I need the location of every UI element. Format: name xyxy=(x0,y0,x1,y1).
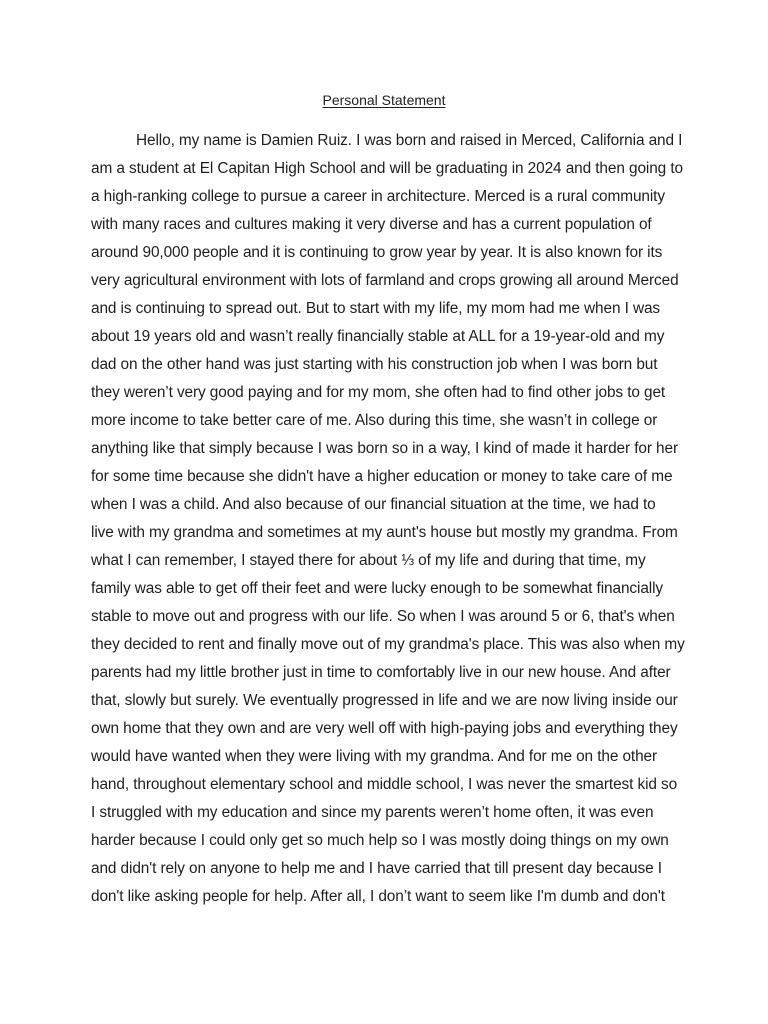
document-title: Personal Statement xyxy=(322,92,446,108)
body-line: very agricultural environment with lots of farmland and crops growing all around Merced xyxy=(91,272,679,289)
body-line: hand, throughout elementary school and middle school, I was never the smartest kid so xyxy=(91,776,678,793)
body-line: for some time because she didn't have a higher education or money to take care of me xyxy=(91,468,673,485)
body-line: a high-ranking college to pursue a career in architecture. Merced is a rural community xyxy=(91,188,665,205)
body-line: when I was a child. And also because of our financial situation at the time, we had to xyxy=(91,496,656,513)
body-line: that, slowly but surely. We eventually progressed in life and we are now living inside our xyxy=(91,692,678,709)
body-line: around 90,000 people and it is continuing to grow year by year. It is also known for its xyxy=(91,244,663,261)
body-line: family was able to get off their feet and were lucky enough to be somewhat financially xyxy=(91,580,664,597)
body-line: more income to take better care of me. Also during this time, she wasn’t in college or xyxy=(91,412,658,429)
body-line: don't like asking people for help. After all, I don’t want to seem like I'm dumb and don't xyxy=(91,888,665,905)
body-line: parents had my little brother just in time to comfortably live in our new house. And after xyxy=(91,664,671,681)
body-line: own home that they own and are very well off with high-paying jobs and everything they xyxy=(91,720,678,737)
body-line: and is continuing to spread out. But to start with my life, my mom had me when I was xyxy=(91,300,661,317)
body-line: dad on the other hand was just starting with his construction job when I was born but xyxy=(91,356,658,373)
body-line: they weren’t very good paying and for my mom, she often had to find other jobs to get xyxy=(91,384,666,401)
body-line: with many races and cultures making it very diverse and has a current population of xyxy=(91,216,652,233)
body-line: live with my grandma and sometimes at my aunt's house but mostly my grandma. From xyxy=(91,524,678,541)
body-line: about 19 years old and wasn’t really financially stable at ALL for a 19-year-old and my xyxy=(91,328,665,345)
body-line: and didn't rely on anyone to help me and I have carried that till present day because I xyxy=(91,860,662,877)
body-line: what I can remember, I stayed there for about ⅓ of my life and during that time, my xyxy=(91,552,646,569)
body-line: stable to move out and progress with our life. So when I was around 5 or 6, that's when xyxy=(91,608,675,625)
body-line: Hello, my name is Damien Ruiz. I was born and raised in Merced, California and I xyxy=(136,132,683,149)
document-body xyxy=(91,127,691,911)
body-line: harder because I could only get so much help so I was mostly doing things on my own xyxy=(91,832,669,849)
body-line: anything like that simply because I was born so in a way, I kind of made it harder for her xyxy=(91,440,678,457)
body-line: they decided to rent and finally move out of my grandma's place. This was also when my xyxy=(91,636,685,653)
body-line: am a student at El Capitan High School and will be graduating in 2024 and then going to xyxy=(91,160,683,177)
body-line: would have wanted when they were living with my grandma. And for me on the other xyxy=(91,748,658,765)
body-line: I struggled with my education and since my parents weren’t home often, it was even xyxy=(91,804,654,821)
